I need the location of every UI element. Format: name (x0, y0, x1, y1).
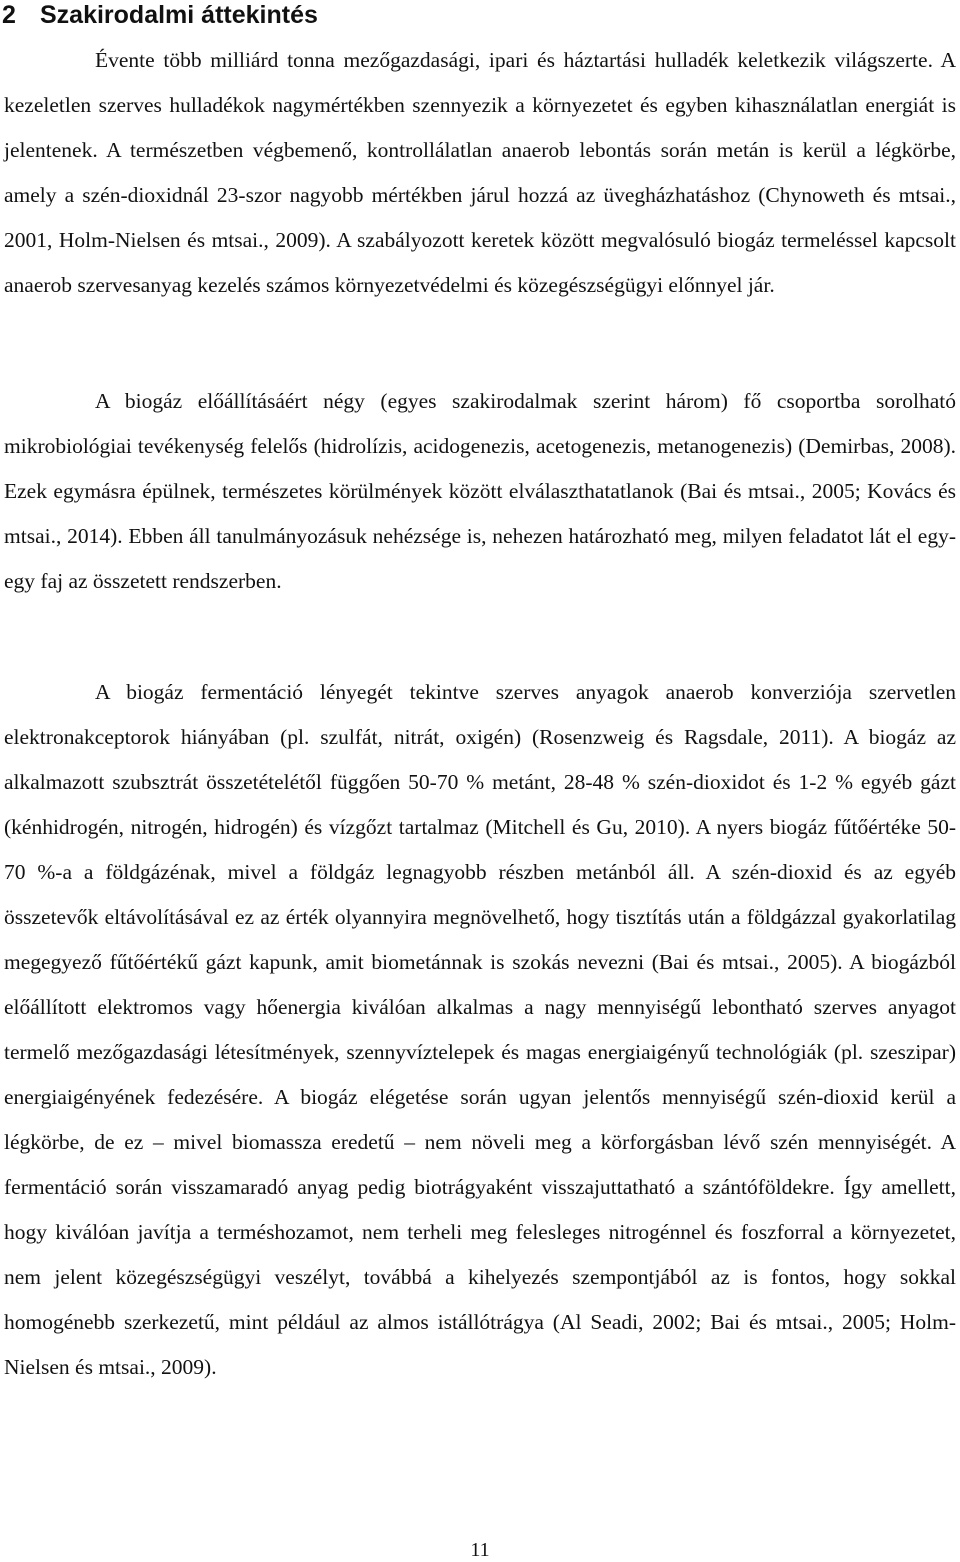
page-number: 11 (470, 1539, 490, 1561)
section-heading (2, 0, 318, 30)
section-number: 2 (2, 1, 16, 29)
body-paragraph-2: A biogáz előállításáért négy (egyes szakirodalmak szerint három) fő csoportba sorolható mikrobiológiai tevékenység felelős (hidrolízis, acidogenezis, acetogenezis, metanogenezis) (Demirbas, 2008). Ezek egymásra épülnek, természetes körülmények között elválaszthatatlanok (Bai és mtsai., 2005; Kovács és mtsai., 2014). Ebben áll tanulmányozásuk nehézsége is, nehezen határozható meg, milyen feladatot lát el egy-egy faj az összetett rendszerben. (4, 389, 956, 593)
section-title: Szakirodalmi áttekintés (40, 1, 318, 29)
body-paragraph-3: A biogáz fermentáció lényegét tekintve szerves anyagok anaerob konverziója szervetlen elektronakceptorok hiányában (pl. szulfát, nitrát, oxigén) (Rosenzweig és Ragsdale, 2011). A biogáz az alkalmazott szubsztrát összetételétől függően 50-70 % metánt, 28-48 % szén-dioxidot és 1-2 % egyéb gázt (kénhidrogén, nitrogén, hidrogén) és vízgőzt tartalmaz (Mitchell és Gu, 2010). A nyers biogáz fűtőértéke 50-70 %-a a földgázénak, mivel a földgáz legnagyobb részben metánból áll. A szén-dioxid és az egyéb összetevők eltávolításával ez az érték olyannyira megnövelhető, hogy tisztítás után a földgázzal gyakorlatilag megegyező fűtőértékű gázt kapunk, amit biometánnak is szokás nevezni (Bai és mtsai., 2005). A biogázból előállított elektromos vagy hőenergia kiválóan alkalmas a nagy mennyiségű lebontható szerves anyagot termelő mezőgazdasági létesítmények, szennyvíztelepek és magas energiaigényű technológiák (pl. szeszipar) energiaigényének fedezésére. A biogáz elégetése során ugyan jelentős mennyiségű szén-dioxid kerül a légkörbe, de ez – mivel biomassza eredetű – nem növeli meg a körforgásban lévő szén mennyiségét. A fermentáció során visszamaradó anyag pedig biotrágyaként visszajuttatható a szántóföldekre. Így amellett, hogy kiválóan javítja a terméshozamot, nem terheli meg felesleges nitrogénnel és foszforral a környezetet, nem jelent közegészségügyi veszélyt, továbbá a kihelyezés szempontjából az is fontos, hogy sokkal homogénebb szerkezetű, mint például az almos istállótrágya (Al Seadi, 2002; Bai és mtsai., 2005; Holm-Nielsen és mtsai., 2009). (4, 680, 956, 1379)
body-paragraph-1: Évente több milliárd tonna mezőgazdasági, ipari és háztartási hulladék keletkezik világszerte. A kezeletlen szerves hulladékok nagymértékben szennyezik a környezetet és egyben kihasználatlan energiát is jelentenek. A természetben végbemenő, kontrollálatlan anaerob lebontás során metán is kerül a légkörbe, amely a szén-dioxidnál 23-szor nagyobb mértékben járul hozzá az üvegházhatáshoz (Chynoweth és mtsai., 2001, Holm-Nielsen és mtsai., 2009). A szabályozott keretek között megvalósuló biogáz termeléssel kapcsolt anaerob szervesanyag kezelés számos környezetvédelmi és közegészségügyi előnnyel jár. (4, 48, 956, 297)
